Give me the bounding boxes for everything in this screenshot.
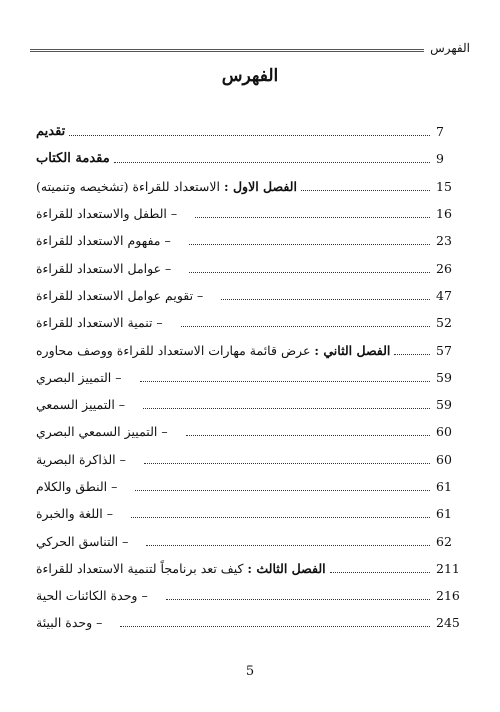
dot-leader <box>114 162 430 163</box>
toc-page-number: 211 <box>436 560 460 576</box>
toc-entry <box>30 309 470 336</box>
toc-entry <box>30 173 470 200</box>
toc-entry <box>30 527 470 554</box>
toc-page-number: 26 <box>436 260 452 276</box>
toc-entry <box>30 145 470 172</box>
toc-chapter-title: الاستعداد للقراءة (تشخيصه وتنميته) <box>36 178 220 194</box>
toc-page-number: 61 <box>436 479 452 494</box>
toc-page-number: 23 <box>436 233 452 249</box>
dot-leader <box>120 626 430 627</box>
toc-entry-title: – وحدة الكائنات الحية <box>36 588 148 604</box>
toc-page-number: 9 <box>436 151 444 167</box>
dot-leader <box>144 463 430 464</box>
toc-entry <box>30 200 470 227</box>
toc-chapter-label: الفصل الثاني : <box>314 342 391 358</box>
dot-leader <box>131 517 430 518</box>
toc-page-number: 7 <box>436 124 444 140</box>
running-header-title: الفهرس <box>430 41 470 55</box>
toc-entry <box>30 282 470 309</box>
toc-entry-title: – اللغة والخبرة <box>36 506 113 522</box>
dot-leader <box>186 435 430 436</box>
dot-leader <box>221 299 430 300</box>
toc-entry-title: – تقويم عوامل الاستعداد للقراءة <box>36 287 204 303</box>
toc-page-number: 60 <box>436 451 452 467</box>
toc-entry <box>30 364 470 391</box>
toc-entry <box>30 391 470 418</box>
toc-entry <box>30 418 470 445</box>
toc-entry-title: – التناسق الحركي <box>36 533 129 549</box>
dot-leader <box>330 572 430 573</box>
toc-page-number: 57 <box>436 342 452 358</box>
running-header <box>30 40 470 56</box>
toc-page-number: 61 <box>436 506 452 522</box>
dot-leader <box>135 490 430 491</box>
toc-page-number: 52 <box>436 315 452 331</box>
running-header-rule <box>30 49 424 52</box>
toc-page-number: 60 <box>436 424 452 440</box>
toc-page-number: 47 <box>436 287 452 303</box>
toc-entry-title <box>30 179 297 194</box>
dot-leader <box>189 244 430 245</box>
dot-leader <box>140 381 431 382</box>
toc-entry-title: – تنمية الاستعداد للقراءة <box>36 315 163 331</box>
toc-page-number: 16 <box>436 206 452 222</box>
toc-page-number: 15 <box>436 178 452 194</box>
toc-entry <box>30 336 470 363</box>
toc-chapter-title: عرض قائمة مهارات الاستعداد للقراءة ووصف محاوره <box>36 342 311 358</box>
toc-entry <box>30 555 470 582</box>
toc-page-number: 216 <box>436 588 460 604</box>
toc-entry-title <box>30 343 390 358</box>
dot-leader <box>394 354 430 355</box>
dot-leader <box>146 545 430 546</box>
toc-page-number: 59 <box>436 369 452 385</box>
dot-leader <box>69 135 430 136</box>
dot-leader <box>166 599 430 600</box>
toc-entry-title: – التمييز السمعي <box>36 397 126 413</box>
toc-entry <box>30 118 470 145</box>
toc-page-number: 59 <box>436 397 452 413</box>
toc-page-number: 245 <box>436 615 460 631</box>
dot-leader <box>189 272 430 273</box>
toc-entry-title: مقدمة الكتاب <box>36 151 110 167</box>
dot-leader <box>143 408 430 409</box>
toc-entry-title <box>30 561 326 576</box>
toc-page-number: 62 <box>436 533 452 549</box>
dot-leader <box>181 326 430 327</box>
toc-entry-title: – التمييز السمعي البصري <box>36 424 168 440</box>
toc-entry-title: تقديم <box>36 124 66 140</box>
toc-entry-title: – الذاكرة البصرية <box>36 451 126 467</box>
toc-chapter-label: الفصل الثالث : <box>247 560 326 576</box>
toc-entry <box>30 254 470 281</box>
toc-entry <box>30 582 470 609</box>
table-of-contents <box>30 118 470 637</box>
page-number: 5 <box>245 664 255 679</box>
page-title: الفهرس <box>221 66 279 86</box>
toc-entry <box>30 227 470 254</box>
toc-entry-title: – عوامل الاستعداد للقراءة <box>36 260 172 276</box>
toc-chapter-title: كيف تعد برنامجاً لتنمية الاستعداد للقراءة <box>36 560 244 576</box>
toc-chapter-label: الفصل الاول : <box>223 178 297 194</box>
toc-entry <box>30 609 470 636</box>
toc-entry-title: – الطفل والاستعداد للقراءة <box>36 206 178 222</box>
dot-leader <box>195 217 430 218</box>
toc-entry-title: – وحدة البيئة <box>36 615 103 631</box>
toc-entry <box>30 446 470 473</box>
toc-entry-title: – التمييز البصري <box>36 369 122 385</box>
dot-leader <box>301 190 430 191</box>
toc-entry <box>30 473 470 500</box>
toc-entry-title: – مفهوم الاستعداد للقراءة <box>36 233 171 249</box>
toc-entry-title: – النطق والكلام <box>36 479 118 494</box>
toc-entry <box>30 500 470 527</box>
